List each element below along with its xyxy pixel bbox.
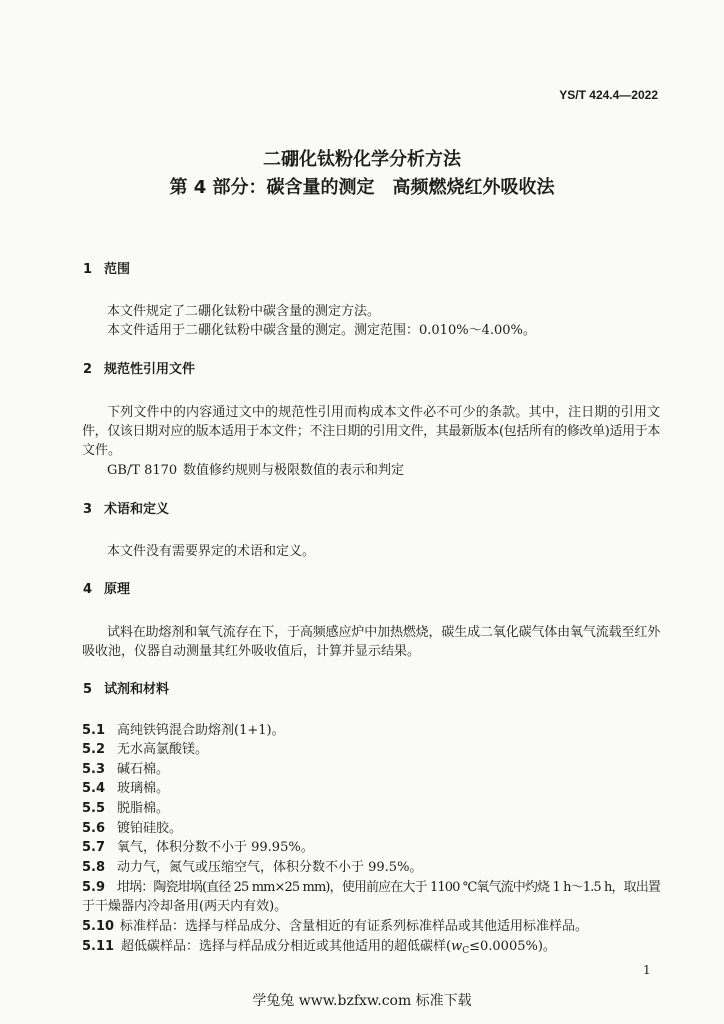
section-5-heading: 试剂和材料 xyxy=(104,682,170,697)
section-1-heading: 范围 xyxy=(104,262,131,277)
section-5-number: 5 xyxy=(83,682,93,697)
mass-fraction-subscript: C xyxy=(462,946,470,956)
document-number: YS/T 424.4—2022 xyxy=(559,88,658,102)
item-5-4-number: 5.4 xyxy=(82,781,106,796)
section-3-line-1: 本文件没有需要界定的术语和定义。 xyxy=(107,544,316,559)
item-5-6-number: 5.6 xyxy=(82,821,106,836)
item-5-7-number: 5.7 xyxy=(82,840,106,855)
section-4-line-2: 吸收池，仪器自动测量其红外吸收值后，计算并显示结果。 xyxy=(82,644,421,659)
section-1-line-1: 本文件规定了二硼化钛粉中碳含量的测定方法。 xyxy=(107,304,381,319)
page-number: 1 xyxy=(643,963,651,977)
item-5-1-text: 高纯铁钨混合助熔剂(1+1)。 xyxy=(117,723,285,738)
item-5-2-text: 无水高氯酸镁。 xyxy=(117,742,209,757)
section-1-number: 1 xyxy=(83,262,93,277)
section-3-number: 3 xyxy=(83,502,93,517)
item-5-3-number: 5.3 xyxy=(82,762,106,777)
item-5-8-number: 5.8 xyxy=(82,860,106,875)
item-5-11-text xyxy=(121,938,556,956)
item-5-2-number: 5.2 xyxy=(82,742,106,757)
item-5-3-text: 碱石棉。 xyxy=(117,762,170,777)
item-5-5-text: 脱脂棉。 xyxy=(117,801,170,816)
section-2-line-2: 件，仅该日期对应的版本适用于本文件；不注日期的引用文件，其最新版本(包括所有的修改单)适用于本 xyxy=(82,424,660,439)
item-5-10-number: 5.10 xyxy=(82,919,115,934)
section-2-line-3: 文件。 xyxy=(82,443,122,458)
item-5-1-number: 5.1 xyxy=(82,723,106,738)
item-5-10-text: 标准样品：选择与样品成分、含量相近的有证系列标准样品或其他适用标准样品。 xyxy=(120,919,589,934)
section-4-line-1: 试料在助熔剂和氧气流存在下，于高频感应炉中加热燃烧，碳生成二氧化碳气体由氧气流载至红外 xyxy=(107,625,660,640)
title-line-1: 二硼化钛粉化学分析方法 xyxy=(263,149,461,170)
item-5-11-text-pre: 超低碳样品：选择与样品成分相近或其他适用的超低碳样( xyxy=(121,939,452,954)
item-5-5-number: 5.5 xyxy=(82,801,106,816)
section-4-number: 4 xyxy=(83,582,93,597)
section-4-heading: 原理 xyxy=(104,582,131,597)
item-5-7-text: 氧气，体积分数不小于 99.95%。 xyxy=(117,840,314,855)
item-5-4-text: 玻璃棉。 xyxy=(117,781,170,796)
item-5-8-text: 动力气，氮气或压缩空气，体积分数不小于 99.5%。 xyxy=(117,860,423,875)
item-5-9-text: 坩埚：陶瓷坩埚(直径 25 mm×25 mm)，使用前应在大于 1100 ℃氧气流中灼烧 1 h～1.5 h，取出置 xyxy=(117,880,660,895)
section-2-number: 2 xyxy=(83,362,93,377)
section-3-heading: 术语和定义 xyxy=(104,502,170,517)
item-5-9-number: 5.9 xyxy=(82,880,106,895)
item-5-9-text-continued: 于干燥器内冷却备用(两天内有效)。 xyxy=(82,899,288,914)
footer-watermark-text: 学兔兔 www.bzfxw.com 标准下载 xyxy=(252,993,472,1009)
item-5-11-number: 5.11 xyxy=(82,939,115,954)
section-2-line-1: 下列文件中的内容通过文中的规范性引用而构成本文件必不可少的条款。其中，注日期的引用文 xyxy=(107,405,660,420)
item-5-11-text-post: ≤0.0005%)。 xyxy=(469,939,556,954)
reference-title: 数值修约规则与极限数值的表示和判定 xyxy=(183,463,405,478)
mass-fraction-symbol: w xyxy=(451,939,463,954)
section-2-heading: 规范性引用文件 xyxy=(104,362,196,377)
title-line-2: 第 4 部分：碳含量的测定 高频燃烧红外吸收法 xyxy=(169,177,555,198)
reference-code: GB/T 8170 xyxy=(107,463,178,478)
section-1-line-2: 本文件适用于二硼化钛粉中碳含量的测定。测定范围：0.010%～4.00%。 xyxy=(107,323,536,338)
item-5-6-text: 镀铂硅胶。 xyxy=(117,821,183,836)
